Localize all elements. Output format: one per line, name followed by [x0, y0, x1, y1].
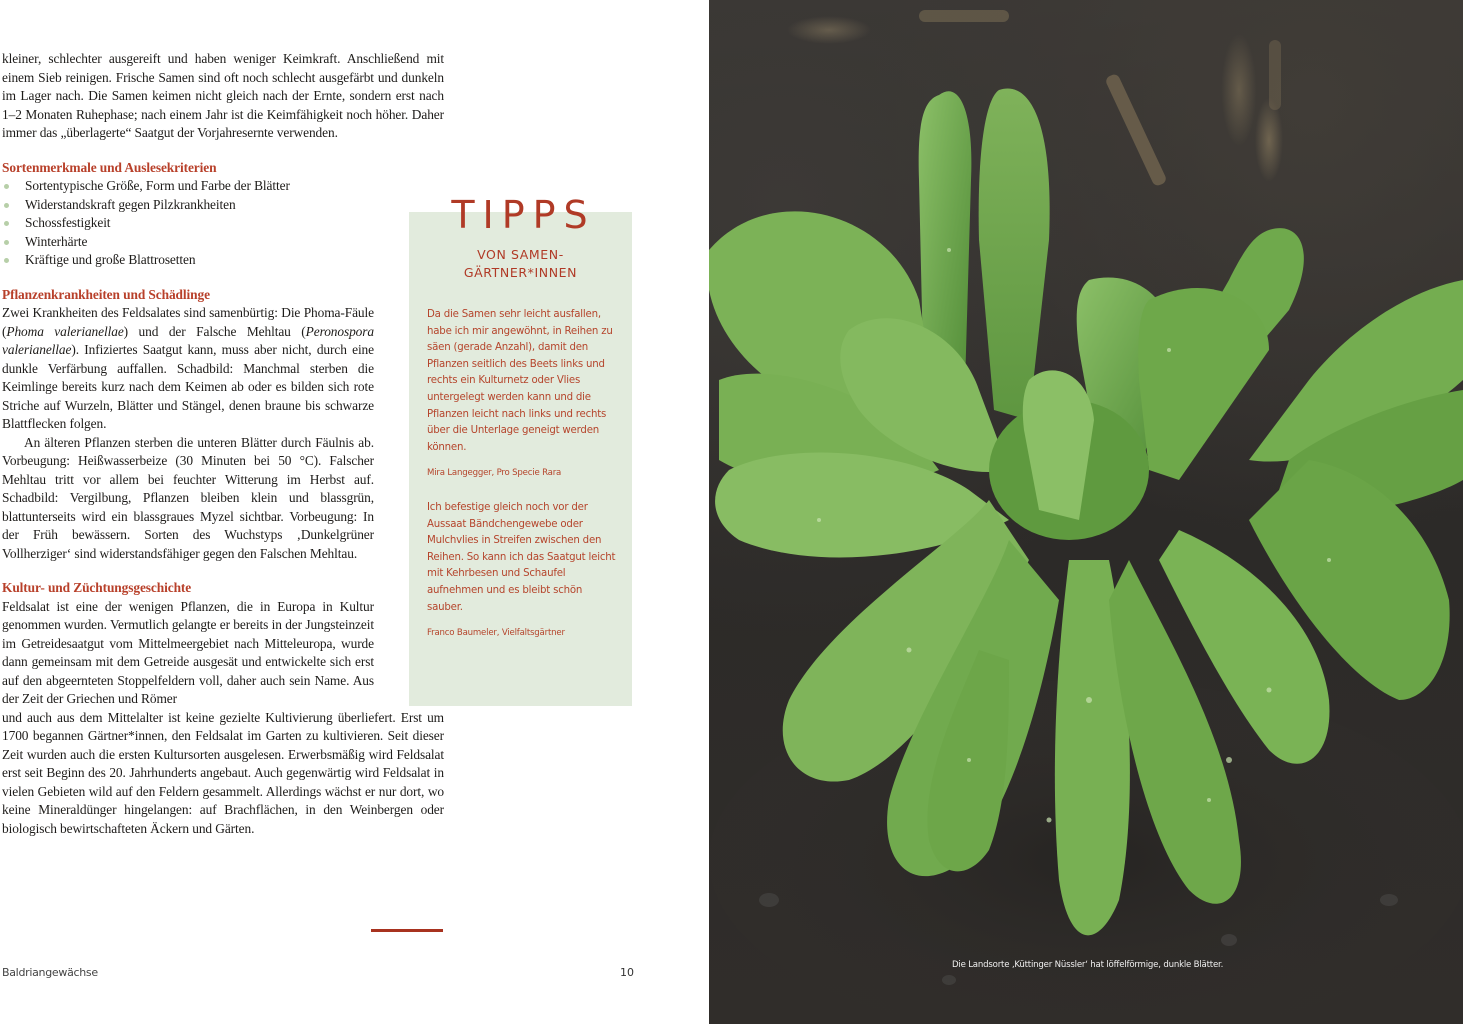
- section-heading-sortenmerkmale: Sortenmerkmale und Auslesekriterien: [2, 159, 217, 175]
- list-item: Widerstandskraft gegen Pilzkrankheiten: [2, 196, 444, 215]
- accent-divider: [371, 929, 443, 932]
- criteria-list: [2, 177, 444, 270]
- list-item: Kräftige und große Blattrosetten: [2, 251, 444, 270]
- left-page: [0, 0, 709, 1024]
- tipps-subtitle: VON SAMEN- GÄRTNER*INNEN: [463, 247, 578, 280]
- plant-photo: [709, 0, 1463, 1024]
- bullet-dot-icon: [4, 258, 9, 263]
- tipps-title: TIPPS: [451, 193, 596, 237]
- list-item: Sortentypische Größe, Form und Farbe der Blätter: [2, 177, 444, 196]
- running-footer-section: Baldriangewächse: [2, 966, 98, 979]
- lettuce-rosette-illustration: [709, 0, 1463, 1024]
- bullet-dot-icon: [4, 184, 9, 189]
- diseases-paragraph-2: An älteren Pflanzen sterben die unteren Blätter durch Fäulnis ab. Vorbeugung: Heißwasserbeize (30 Minuten bei 50 °C). Falscher Mehltau tritt vor allem bei feuchter Witterung im Herbst auf. Schadbild: Vergilbung, Pflanzen bleiben klein und blassgrün, blattunterseits wird ein blassgraues Myzel sichtbar. Vorbeugung: In der Früh bewässern. Sorten des Wuchstyps ‚Dunkelgrüner Vollherziger‘ sind widerstandsfähiger gegen den Falschen Mehltau.: [2, 434, 374, 561]
- section-heading-geschichte: Kultur- und Züchtungsgeschichte: [2, 580, 192, 595]
- tipps-content: [427, 307, 617, 660]
- intro-paragraph: kleiner, schlechter ausgereift und haben weniger Keimkraft. Anschließend mit einem Sieb reinigen. Frische Samen sind oft noch schlecht ausgefärbt und dunkeln im Lager nach. Die Samen keimen nicht gleich nach der Ernte, sondern erst nach 1–2 Monaten Ruhephase; nach einem Jahr ist die Keimfähigkeit noch höher. Daher immer das „überlagerte“ Saatgut der Vorjahresernte verwenden.: [2, 51, 444, 140]
- section-heading-krankheiten: Pflanzenkrankheiten und Schädlinge: [2, 286, 210, 302]
- main-text-column: [2, 50, 444, 838]
- tip-source-1: Mira Langegger, Pro Specie Rara: [427, 468, 562, 479]
- list-item: Schossfestigkeit: [2, 214, 444, 233]
- bullet-dot-icon: [4, 221, 9, 226]
- bullet-dot-icon: [4, 203, 9, 208]
- tip-quote-2: Ich befestige gleich noch vor der Aussaat Bändchengewebe oder Mulchvlies in Streifen zwischen den Reihen. So kann ich das Saatgut leicht mit Kehrbesen und Schaufel aufnehmen und es bleibt schön sauber.: [427, 501, 616, 613]
- tip-source-2: Franco Baumeler, Vielfaltsgärtner: [427, 628, 565, 639]
- photo-caption: Die Landsorte ‚Küttinger Nüssler‘ hat löffelförmige, dunkle Blätter.: [952, 960, 1224, 970]
- diseases-paragraph-1: Zwei Krankheiten des Feldsalates sind samenbürtig: Die Phoma-Fäule (Phoma valerianellae) und der Falsche Mehltau (Peronospora valerianellae). Infiziertes Saatgut kann, muss aber nicht, durch eine dunkle Verfärbung auffallen. Schadbild: Manchmal sterben die Keimlinge bereits kurz nach dem Keimen ab oder es bilden sich rote Striche auf Wurzeln, Blätter und Stängel, denen braune bis schwarze Blattflecken folgen.: [2, 305, 374, 431]
- page-number: 10: [620, 966, 634, 979]
- history-paragraph-narrow: Feldsalat ist eine der wenigen Pflanzen, die in Europa in Kultur genommen wurden. Vermutlich gelangte er bereits in der Jungsteinzeit im Getreidesaatgut vom Mittelmeergebiet nach Mitteleuropa, wurde dann gemeinsam mit dem Getreide ausgesät und entwickelte sich erst auf den abgeernteten Stoppelfeldern voll, daher auch sein Name. Aus der Zeit der Griechen und Römer: [2, 598, 374, 706]
- bullet-dot-icon: [4, 240, 9, 245]
- tip-quote-1: Da die Samen sehr leicht ausfallen, habe ich mir angewöhnt, in Reihen zu säen (gerade Anzahl), damit den Pflanzen seitlich des Beets links und rechts ein Kulturnetz oder Vlies untergelegt werden kann und die Pflanzen leicht nach links und rechts über die Unterlage geneigt werden können.: [427, 309, 613, 453]
- list-item: Winterhärte: [2, 233, 444, 252]
- history-paragraph-wide: und auch aus dem Mittelalter ist keine gezielte Kultivierung überliefert. Erst um 1700 begannen Gärtner*innen, den Feldsalat im Garten zu kultivieren. Seit dieser Zeit wurden auch die ersten Kultursorten ausgelesen. Erwerbsmäßig wird Feldsalat erst seit Beginn des 20. Jahrhunderts angebaut. Auch gegenwärtig wird Feldsalat in vielen Gebieten wild auf den Feldern gesammelt. Allerdings wächst er nur dort, wo keine Mineraldünger hingelangen: auf Brachflächen, in den Weinbergen oder biologisch bewirtschafteten Äckern und Gärten.: [2, 709, 444, 836]
